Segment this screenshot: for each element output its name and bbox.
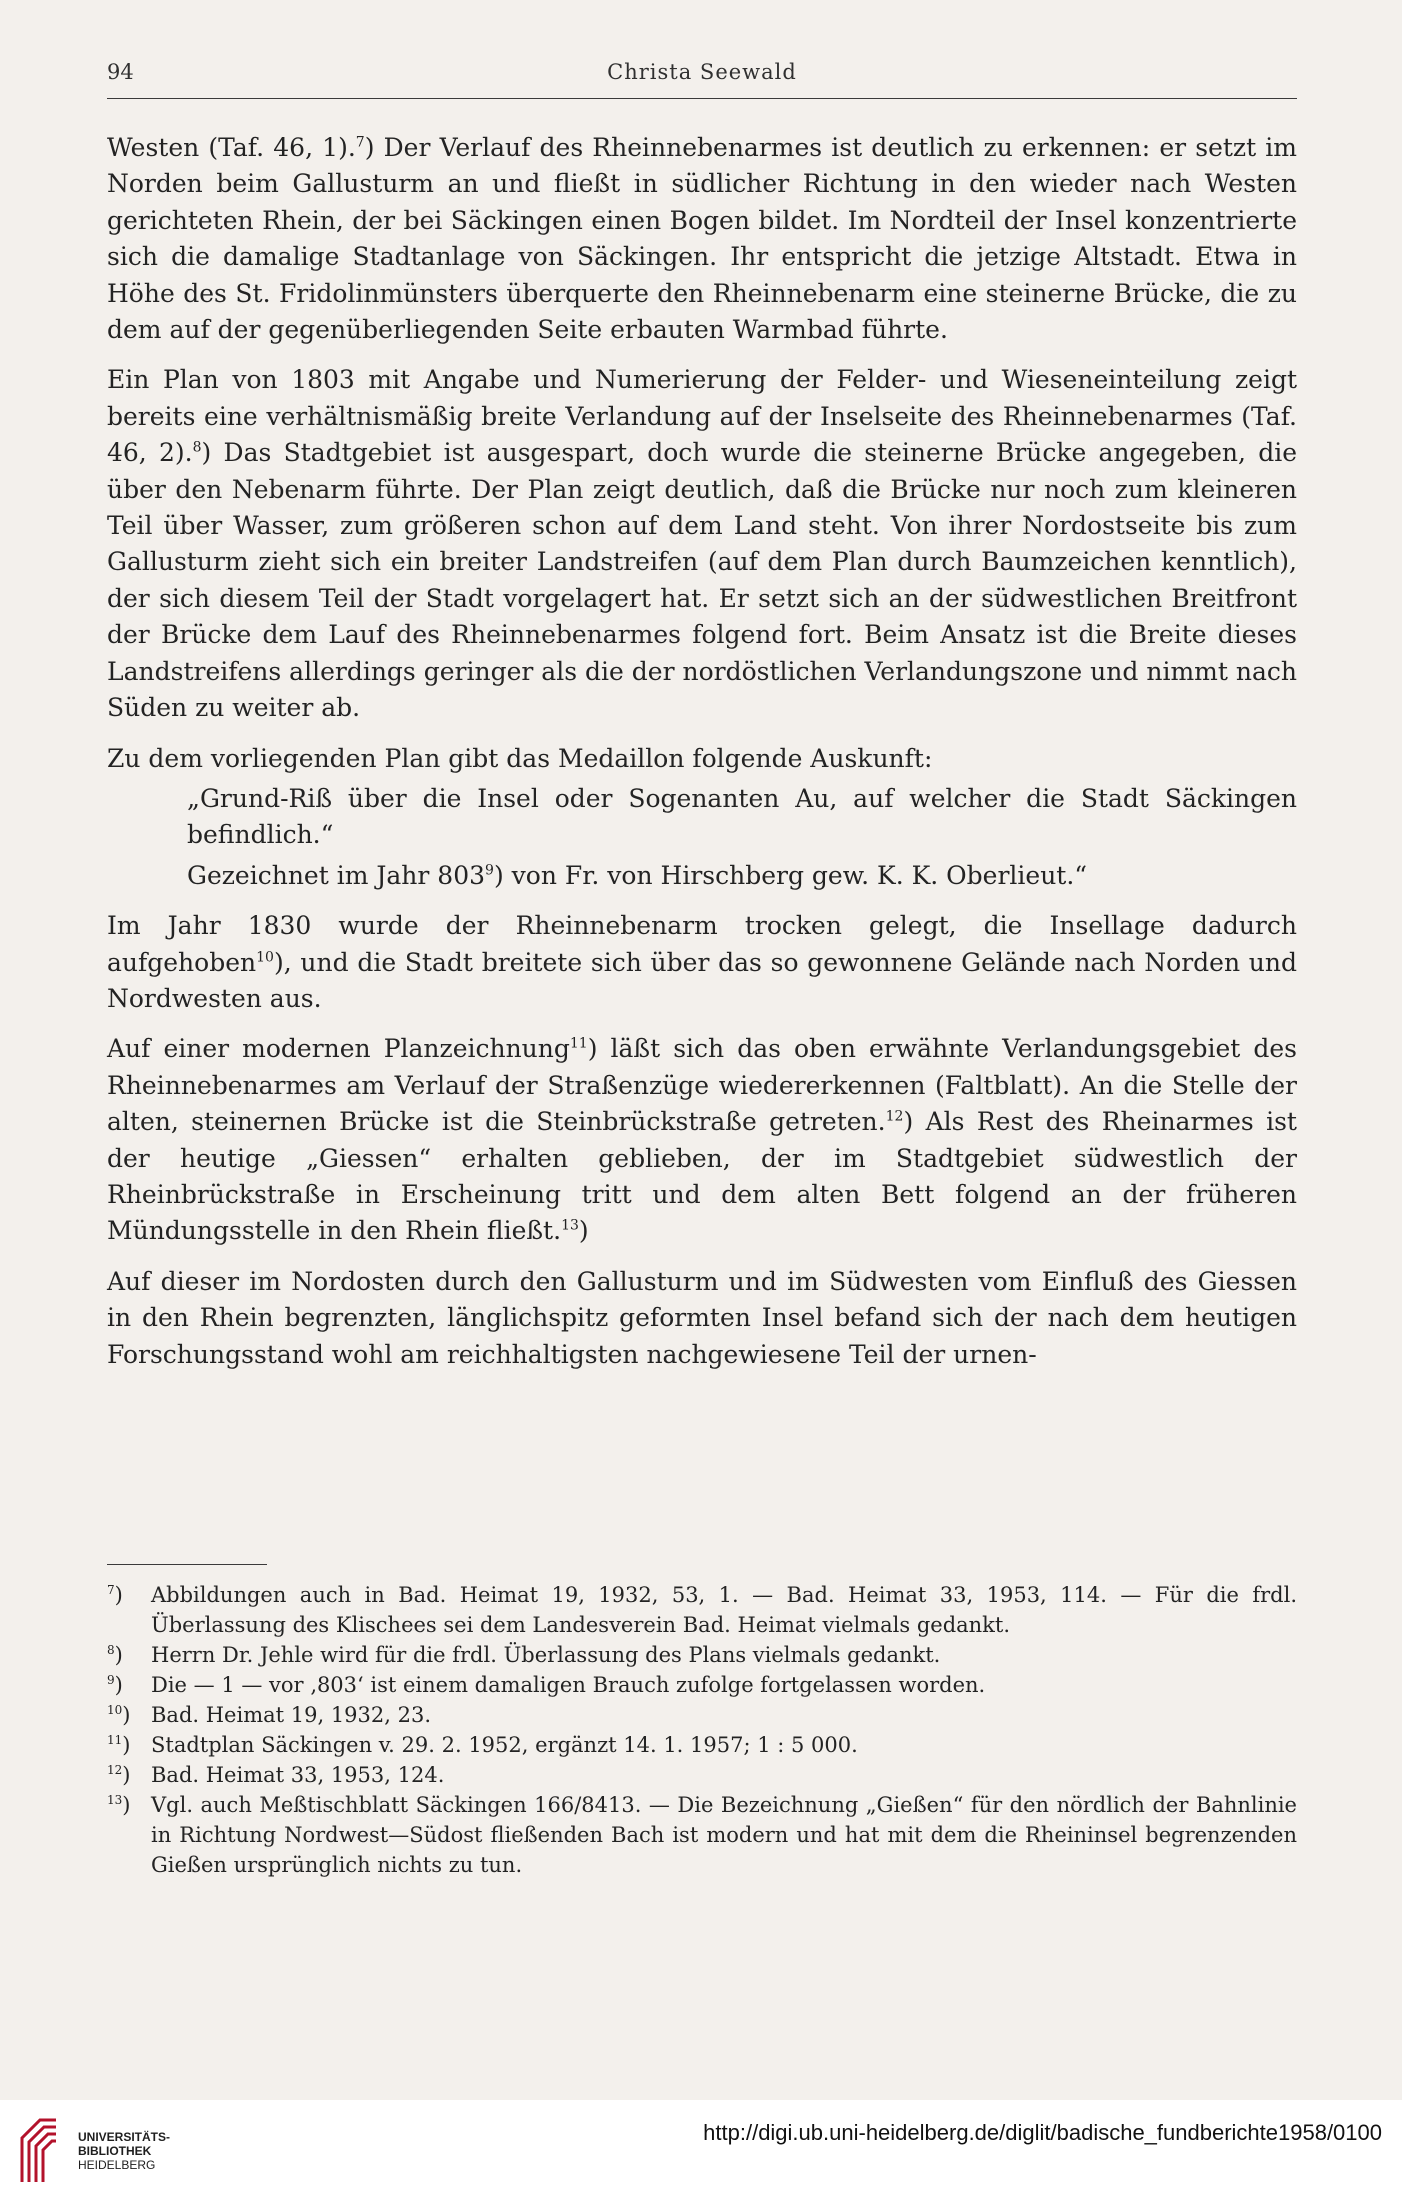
text-run: Gezeichnet im Jahr 803 [187,860,486,890]
footnote-mark: $^7$) [107,1583,123,1607]
footnote-mark: $^8$) [107,1643,123,1667]
permalink-url[interactable]: http://digi.ub.uni-heidelberg.de/diglit/badische_fundberichte1958/0100 [703,2120,1382,2145]
footnote-text: Die — 1 — vor ‚803‘ ist einem damaligen Brauch zufolge fortgelassen worden. [151,1673,986,1697]
footnote [107,1790,1297,1880]
text-run: ) Der Verlauf des Rheinnebenarmes ist deutlich zu erkennen: er setzt im Norden beim Gallusturm an und fließt in südlicher Richtung in den wieder nach Westen gerichteten Rhein, der bei Säckingen einen Bogen bildet. Im Nordteil der Insel konzentrierte sich die damalige Stadtanlage von Säckingen. Ihr entspricht die jetzige Altstadt. Etwa in Höhe des St. Fridolinmünsters überquerte den Rheinnebenarm eine steinerne Brücke, die zu dem auf der gegenüberliegenden Seite erbauten Warmbad führte. [107,133,1297,345]
footnote-number: 10 [107,1703,123,1717]
footnote-ref[interactable]: 12 [885,1108,904,1125]
footnote-mark: $^{13}$) [107,1793,131,1817]
text-run: ), und die Stadt breitete sich über das so gewonnene Gelände nach Norden und Nordwesten aus. [107,947,1297,1013]
text-run: ) von Fr. von Hirschberg gew. K. K. Oberlieut.“ [493,860,1088,890]
footnote-number: 12 [107,1763,123,1777]
text-run: ) [578,1216,589,1246]
footnote [107,1640,1297,1670]
footnote-ref[interactable]: 11 [569,1036,588,1053]
page-number: 94 [107,60,134,84]
running-head-author: Christa Seewald [607,60,797,84]
footnote [107,1760,1297,1790]
text-run: ) Das Stadtgebiet ist ausgespart, doch wurde die steinerne Brücke angegeben, die über den Nebenarm führte. Der Plan zeigt deutlich, daß die Brücke nur noch zum kleineren Teil über Wasser, zum größeren schon auf dem Land steht. Von ihrer Nordostseite bis zum Gallusturm zieht sich ein breiter Landstreifen (auf dem Plan durch Baumzeichen kenntlich), der sich diesem Teil der Stadt vorgelagert hat. Er setzt sich an der südwestlichen Breitfront der Brücke dem Lauf des Rheinnebenarmes folgend fort. Beim Ansatz ist die Breite dieses Landstreifens allerdings geringer als die der nordöstlichen Verlandungszone und nimmt nach Süden zu weiter ab. [107,438,1298,723]
footnote-text: Vgl. auch Meßtischblatt Säckingen 166/8413. — Die Bezeichnung „Gießen“ für den nördlich der Bahnlinie in Richtung Nordwest—Südost fließenden Bach ist modern und hat mit dem die Rheininsel begrenzenden Gießen ursprünglich nichts zu tun. [151,1793,1297,1877]
footnote-text: Stadtplan Säckingen v. 29. 2. 1952, ergänzt 14. 1. 1957; 1 : 5 000. [151,1733,858,1757]
text-run: Westen (Taf. 46, 1). [107,133,356,162]
paragraph-3: Zu dem vorliegenden Plan gibt das Medaillon folgende Auskunft: [107,743,933,773]
footnote-rule [107,1564,267,1565]
footnote-number: 8 [107,1643,115,1657]
header-rule [107,98,1297,99]
footnote-text: Abbildungen auch in Bad. Heimat 19, 1932, 53, 1. — Bad. Heimat 33, 1953, 114. — Für die frdl. Überlassung des Klischees sei dem Landesverein Bad. Heimat vielmals gedankt. [151,1583,1297,1637]
text-run: Auf einer modernen Planzeichnung [107,1034,570,1064]
footnote-text: Herrn Dr. Jehle wird für die frdl. Überlassung des Plans vielmals gedankt. [151,1643,941,1667]
paragraph-1 [107,130,1297,348]
body-text [107,130,1297,1387]
text-run: Ein Plan von 1803 mit Angabe und Numerierung der Felder- und Wieseneinteilung zeigt bereits eine verhältnismäßig breite Verlandung auf der Inselseite des Rheinnebenarmes (Taf. 46, 2). [107,365,1297,468]
footnote-number: 13 [107,1793,123,1807]
text-run: ) läßt sich das oben erwähnte Verlandungsgebiet des Rheinnebenarmes am Verlauf der Straßenzüge wiedererkennen (Faltblatt). An die Stelle der alten, steinernen Brücke ist die Steinbrückstraße getreten. [107,1034,1297,1137]
running-head [107,60,1297,96]
footnotes [107,1580,1297,1880]
library-name [78,2130,170,2172]
library-line: UNIVERSITÄTS- [78,2130,171,2144]
paragraph-6: Auf dieser im Nordosten durch den Gallusturm und im Südwesten vom Einfluß des Giessen in den Rhein begrenzten, länglichspitz geformten Insel befand sich der nach dem heutigen Forschungsstand wohl am reichhaltigsten nachgewiesene Teil der urnen- [107,1266,1297,1369]
footnote [107,1670,1297,1700]
library-line: BIBLIOTHEK [78,2144,152,2158]
footnote [107,1580,1297,1640]
library-logo-icon [18,2116,58,2186]
footnote-mark: $^{10}$) [107,1703,131,1727]
quote-line-1: „Grund-Riß über die Insel oder Sogenanten Au, auf welcher die Stadt Säckingen befindlich.“ [187,783,1297,850]
footnote-ref[interactable]: 8 [192,439,202,456]
footnote-mark: $^9$) [107,1673,123,1697]
footnote-number: 11 [107,1733,123,1747]
footnote-number: 9 [107,1673,115,1687]
library-line: HEIDELBERG [78,2158,156,2172]
footnote-text: Bad. Heimat 19, 1932, 23. [151,1703,432,1727]
paragraph-4 [107,908,1297,1017]
medallion-quote-2 [107,858,1297,894]
medallion-quote [107,781,1297,854]
footnote [107,1730,1297,1760]
footnote-ref[interactable]: 7 [355,134,365,151]
footnote-mark: $^{12}$) [107,1763,131,1787]
footnote-ref[interactable]: 10 [256,949,274,966]
text-run: ) Als Rest des Rheinarmes ist der heutige „Giessen“ erhalten geblieben, der im Stadtgebiet südwestlich der Rheinbrückstraße in Erscheinung tritt und dem alten Bett folgend an der früheren Mündungsstelle in den Rhein fließt. [107,1107,1297,1246]
footnote-number: 7 [107,1583,115,1597]
footnote-ref[interactable]: 9 [485,862,494,879]
footnote-text: Bad. Heimat 33, 1953, 124. [151,1763,445,1787]
paragraph-5 [107,1031,1297,1249]
footnote-ref[interactable]: 13 [561,1218,579,1235]
paragraph-2 [107,362,1297,726]
footnote-mark: $^{11}$) [107,1733,131,1757]
text-run: Im Jahr 1830 wurde der Rheinnebenarm trocken gelegt, die Insellage dadurch aufgehoben [107,911,1297,977]
footnote [107,1700,1297,1730]
